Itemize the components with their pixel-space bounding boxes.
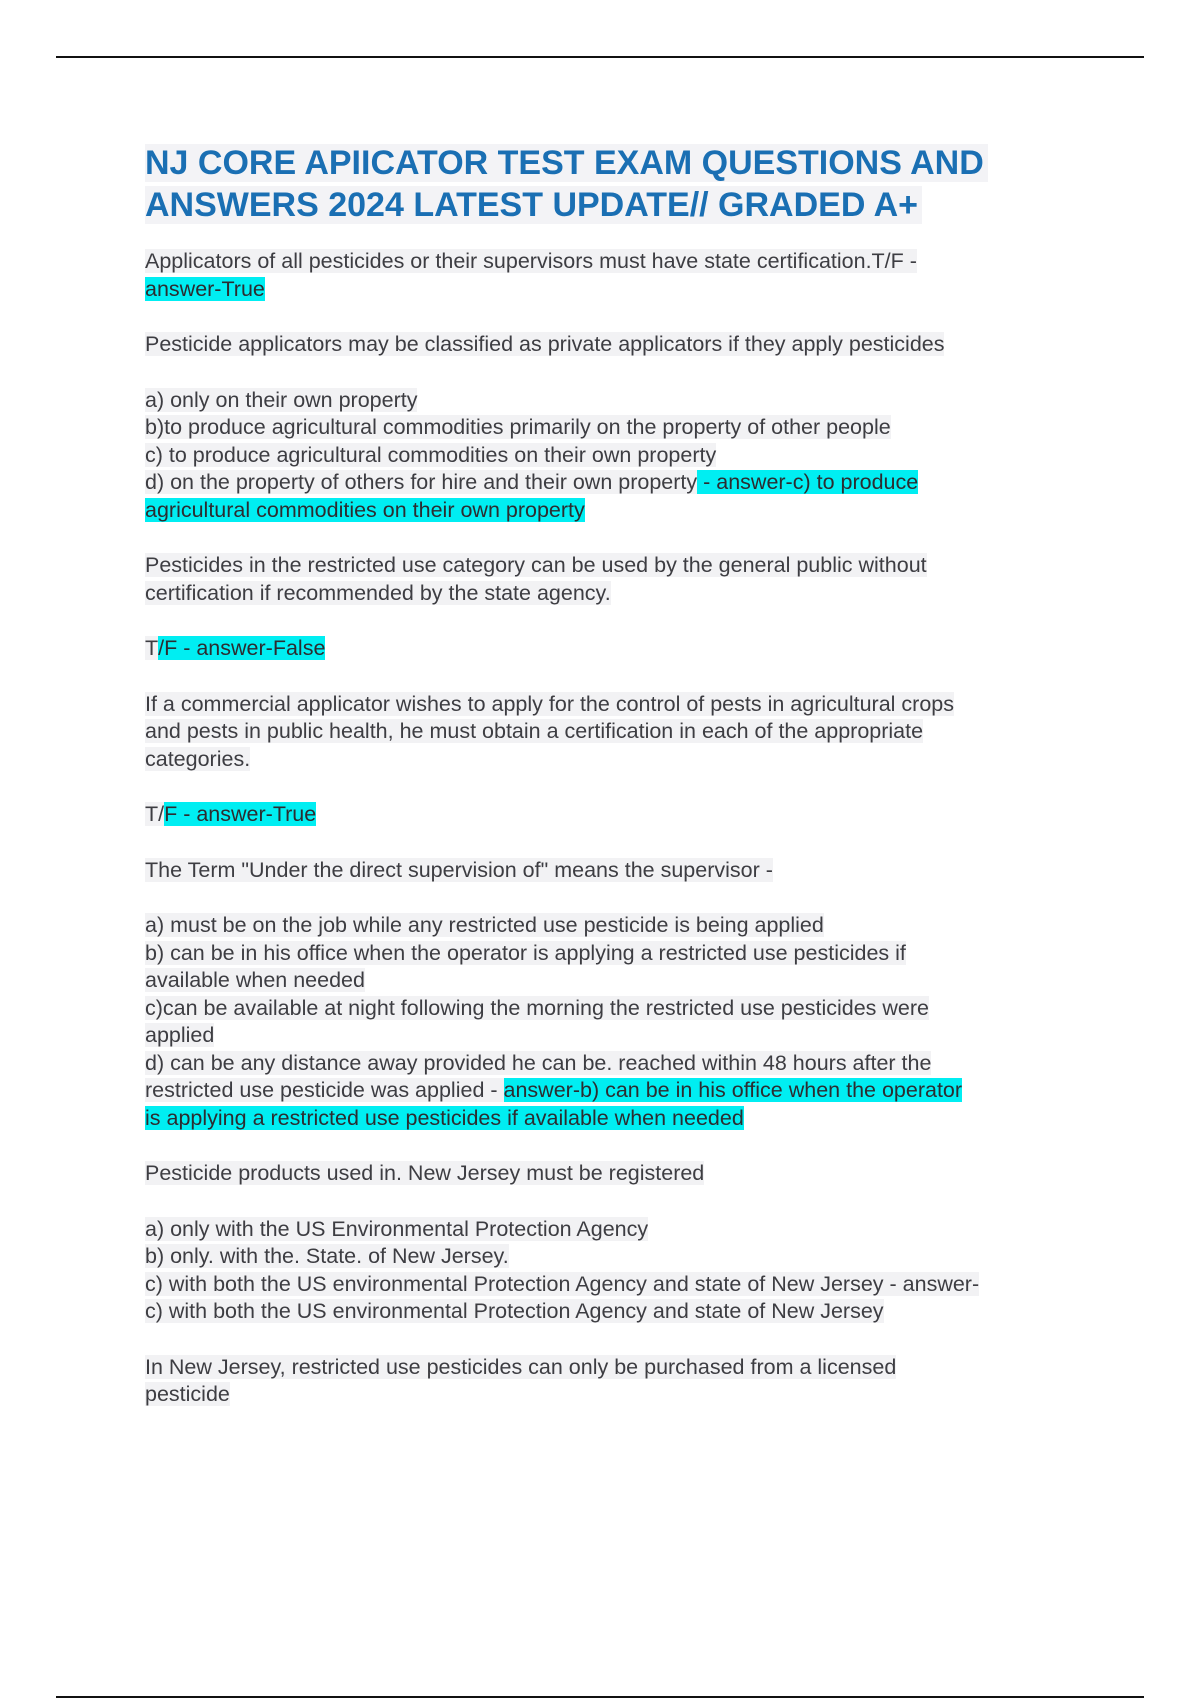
question-6-text: Pesticide products used in. New Jersey must be registered: [145, 1161, 705, 1185]
question-5-option-d-line-2: restricted use pesticide was applied -: [145, 1078, 504, 1102]
question-2-stem: [145, 331, 1095, 359]
question-2-options: [145, 387, 1095, 525]
question-2-option-c: c) to produce agricultural commodities on their own property: [145, 442, 717, 467]
question-6-option-b: b) only. with the. State. of New Jersey.: [145, 1244, 509, 1268]
question-4-answer-text: F - answer-True: [164, 802, 317, 826]
question-5-option-c-line-2: applied: [145, 1023, 215, 1047]
question-7: [145, 1354, 1095, 1409]
question-4-line-2: and pests in public health, he must obtain a certification in each of the appropriate: [145, 719, 924, 743]
question-2-answer-part-2: agricultural commodities on their own property: [145, 497, 585, 522]
question-1-answer: answer-True: [145, 276, 265, 301]
question-7-line-1: In New Jersey, restricted use pesticides can only be purchased from a licensed: [145, 1354, 897, 1379]
question-4: [145, 691, 1095, 774]
question-5-option-b-line-1: b) can be in his office when the operator is applying a restricted use pesticides if: [145, 940, 906, 965]
question-5-option-b-line-2: available when needed: [145, 968, 365, 992]
question-6-option-c: c) with both the US environmental Protection Agency and state of New Jersey - answer-: [145, 1271, 980, 1296]
question-4-line-1: If a commercial applicator wishes to apply for the control of pests in agricultural crops: [145, 691, 955, 716]
question-2-answer-part-1: - answer-c) to produce: [697, 470, 919, 494]
question-5-option-a: a) must be on the job while any restricted use pesticide is being applied: [145, 913, 824, 937]
question-7-line-2: pesticide: [145, 1382, 230, 1406]
question-4-answer: [145, 801, 1095, 829]
question-4-tf-prefix: T/: [145, 802, 165, 826]
question-4-line-3: categories.: [145, 746, 251, 771]
question-1: [145, 248, 1095, 303]
question-2-option-b: b)to produce agricultural commodities primarily on the property of other people: [145, 415, 891, 439]
question-6-options: [145, 1216, 1095, 1326]
question-3-tf-prefix: T: [145, 636, 159, 660]
question-3-answer: [145, 635, 1095, 663]
question-5-text: The Term "Under the direct supervision of" means the supervisor -: [145, 857, 773, 882]
title-line-2: ANSWERS 2024 LATEST UPDATE// GRADED A+: [145, 186, 922, 224]
question-5-stem: [145, 857, 1095, 885]
document-body: [145, 142, 1095, 1437]
question-2-option-a: a) only on their own property: [145, 387, 418, 412]
question-3-line-2: certification if recommended by the state agency.: [145, 580, 611, 605]
question-6-option-a: a) only with the US Environmental Protection Agency: [145, 1216, 649, 1241]
title-line-1: NJ CORE APIICATOR TEST EXAM QUESTIONS AND: [145, 144, 988, 182]
question-2-text: Pesticide applicators may be classified as private applicators if they apply pesticides: [145, 332, 945, 356]
question-3: [145, 552, 1095, 607]
bottom-rule: [56, 1696, 1144, 1698]
top-rule: [56, 56, 1144, 58]
question-5-answer-part-1: answer-b) can be in his office when the operator: [503, 1078, 963, 1102]
question-6-answer: c) with both the US environmental Protection Agency and state of New Jersey: [145, 1299, 884, 1323]
question-5-option-c-line-1: c)can be available at night following the morning the restricted use pesticides were: [145, 995, 929, 1020]
question-5-option-d-line-1: d) can be any distance away provided he can be. reached within 48 hours after the: [145, 1050, 932, 1075]
question-3-line-1: Pesticides in the restricted use category can be used by the general public without: [145, 553, 927, 577]
question-5-options: [145, 912, 1095, 1132]
document-title: [145, 142, 1095, 226]
question-6-stem: [145, 1160, 1095, 1188]
question-5-answer-part-2: is applying a restricted use pesticides if available when needed: [145, 1105, 744, 1130]
question-3-answer-text: /F - answer-False: [158, 636, 326, 660]
question-2-option-d: d) on the property of others for hire and their own property: [145, 470, 698, 494]
question-1-text: Applicators of all pesticides or their supervisors must have state certification.T/F -: [145, 249, 917, 273]
